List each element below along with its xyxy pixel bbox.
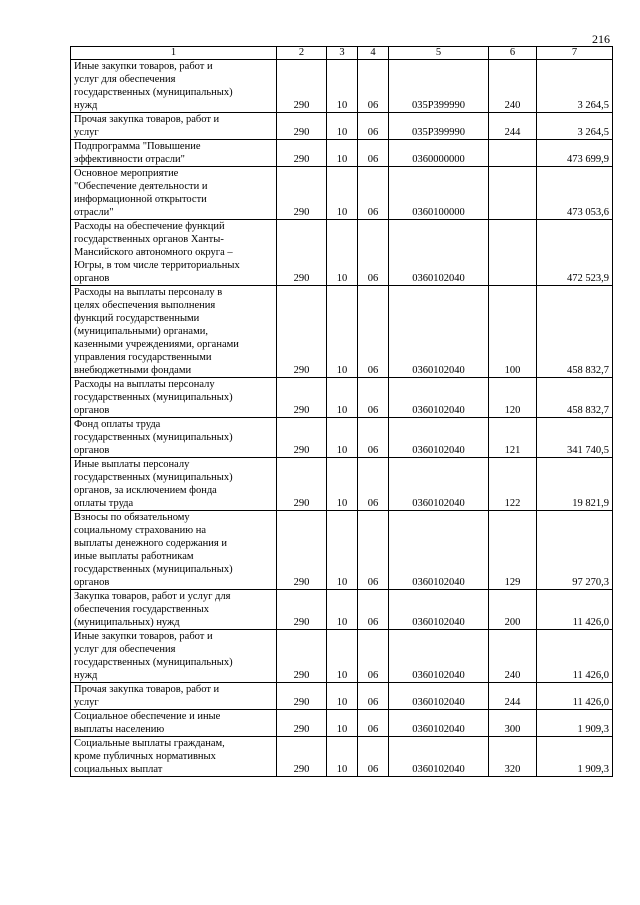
cell-code-6 — [489, 590, 537, 630]
cell-code-5 — [389, 630, 489, 683]
row-name-cell-text: Взносы по обязательному социальному страхованию на выплаты денежного содержания и иные выплаты работникам государственных (муниципальных) органов — [74, 512, 233, 588]
cell-code-3 — [327, 683, 358, 710]
cell-code-4-text: 06 — [367, 697, 379, 708]
cell-code-5 — [389, 590, 489, 630]
cell-code-3-text: 10 — [336, 724, 348, 735]
cell-code-6-text: 240 — [504, 100, 521, 111]
cell-amount — [537, 167, 613, 220]
cell-code-6 — [489, 418, 537, 458]
cell-amount — [537, 630, 613, 683]
cell-code-2-text: 290 — [293, 724, 310, 735]
cell-code-2 — [277, 737, 327, 777]
cell-code-5-text: 0360102040 — [412, 365, 465, 376]
table-body — [71, 60, 613, 777]
cell-code-6 — [489, 220, 537, 286]
cell-code-3-text: 10 — [336, 498, 348, 509]
row-name-cell — [71, 167, 277, 220]
cell-code-2 — [277, 60, 327, 113]
cell-code-4-text: 06 — [367, 617, 379, 628]
header-row — [71, 47, 613, 60]
cell-amount — [537, 60, 613, 113]
cell-code-4-text: 06 — [367, 207, 379, 218]
cell-amount-text: 19 821,9 — [572, 498, 609, 509]
table-row — [71, 710, 613, 737]
row-name-cell-text: Закупка товаров, работ и услуг для обеспечения государственных (муниципальных) нужд — [74, 591, 231, 628]
cell-code-3-text: 10 — [336, 577, 348, 588]
cell-code-2 — [277, 378, 327, 418]
cell-code-3 — [327, 220, 358, 286]
row-name-cell — [71, 590, 277, 630]
cell-code-6 — [489, 511, 537, 590]
cell-code-3-text: 10 — [336, 207, 348, 218]
cell-code-6-text: 121 — [504, 445, 521, 456]
table-row — [71, 683, 613, 710]
cell-code-2-text: 290 — [293, 577, 310, 588]
cell-code-3 — [327, 167, 358, 220]
cell-code-3-text: 10 — [336, 617, 348, 628]
row-name-cell — [71, 683, 277, 710]
cell-code-5-text: 0360102040 — [412, 617, 465, 628]
cell-code-4 — [358, 683, 389, 710]
row-name-cell — [71, 286, 277, 378]
cell-code-4-text: 06 — [367, 445, 379, 456]
cell-amount-text: 11 426,0 — [572, 617, 609, 628]
cell-code-4-text: 06 — [367, 498, 379, 509]
cell-code-6 — [489, 710, 537, 737]
column-header: 6 — [489, 47, 537, 60]
cell-amount-text: 3 264,5 — [577, 127, 609, 138]
cell-code-2-text: 290 — [293, 617, 310, 628]
cell-code-2-text: 290 — [293, 273, 310, 284]
cell-code-2-text: 290 — [293, 498, 310, 509]
cell-code-3-text: 10 — [336, 127, 348, 138]
cell-amount — [537, 458, 613, 511]
row-name-cell — [71, 630, 277, 683]
cell-code-4-text: 06 — [367, 365, 379, 376]
cell-code-3-text: 10 — [336, 697, 348, 708]
cell-code-2 — [277, 167, 327, 220]
cell-code-3-text: 10 — [336, 670, 348, 681]
cell-code-6-text: 100 — [504, 365, 521, 376]
table-row — [71, 167, 613, 220]
cell-code-6-text: 129 — [504, 577, 521, 588]
row-name-cell-text: Расходы на обеспечение функций государственных органов Ханты- Мансийского автономного округа – Югры, в том числе территориальных органов — [74, 221, 240, 284]
cell-code-6-text: 240 — [504, 670, 521, 681]
cell-code-4-text: 06 — [367, 577, 379, 588]
cell-code-5-text: 0360100000 — [412, 207, 465, 218]
cell-code-2-text: 290 — [293, 697, 310, 708]
row-name-cell-text: Социальные выплаты гражданам, кроме публичных нормативных социальных выплат — [74, 738, 225, 775]
cell-code-3 — [327, 140, 358, 167]
cell-code-5-text: 0360102040 — [412, 498, 465, 509]
cell-code-5-text: 035P399990 — [411, 100, 466, 111]
cell-code-3 — [327, 418, 358, 458]
cell-code-5 — [389, 167, 489, 220]
row-name-cell-text: Прочая закупка товаров, работ и услуг — [74, 684, 220, 708]
cell-code-2-text: 290 — [293, 365, 310, 376]
cell-code-2 — [277, 590, 327, 630]
cell-code-6 — [489, 167, 537, 220]
row-name-cell — [71, 60, 277, 113]
table-row — [71, 737, 613, 777]
cell-code-6-text: 120 — [504, 405, 521, 416]
cell-code-5 — [389, 683, 489, 710]
cell-code-4 — [358, 590, 389, 630]
row-name-cell-text: Фонд оплаты труда государственных (муниципальных) органов — [74, 419, 233, 456]
cell-code-6 — [489, 737, 537, 777]
cell-code-4 — [358, 60, 389, 113]
cell-code-6 — [489, 378, 537, 418]
cell-code-2 — [277, 511, 327, 590]
cell-code-4 — [358, 167, 389, 220]
cell-amount — [537, 710, 613, 737]
cell-code-6-text: 122 — [504, 498, 521, 509]
cell-code-6 — [489, 683, 537, 710]
cell-code-5-text: 035P399990 — [411, 127, 466, 138]
cell-code-6-text: 200 — [504, 617, 521, 628]
table-row — [71, 220, 613, 286]
cell-amount-text: 458 832,7 — [567, 365, 609, 376]
cell-amount-text: 97 270,3 — [572, 577, 609, 588]
cell-code-3 — [327, 458, 358, 511]
cell-code-5-text: 0360102040 — [412, 670, 465, 681]
row-name-cell — [71, 418, 277, 458]
cell-amount-text: 11 426,0 — [572, 697, 609, 708]
table-row — [71, 60, 613, 113]
cell-code-2 — [277, 710, 327, 737]
cell-code-2 — [277, 140, 327, 167]
cell-code-3-text: 10 — [336, 154, 348, 165]
table-row — [71, 140, 613, 167]
cell-code-3 — [327, 710, 358, 737]
cell-code-2-text: 290 — [293, 207, 310, 218]
cell-code-6 — [489, 140, 537, 167]
cell-code-5 — [389, 710, 489, 737]
cell-code-2 — [277, 418, 327, 458]
column-header: 1 — [71, 47, 277, 60]
cell-code-3 — [327, 286, 358, 378]
cell-code-6 — [489, 630, 537, 683]
column-header: 5 — [389, 47, 489, 60]
cell-amount — [537, 590, 613, 630]
row-name-cell — [71, 220, 277, 286]
row-name-cell-text: Иные закупки товаров, работ и услуг для обеспечения государственных (муниципальных) нужд — [74, 61, 233, 111]
table-row — [71, 286, 613, 378]
cell-code-5 — [389, 140, 489, 167]
cell-amount-text: 458 832,7 — [567, 405, 609, 416]
cell-code-4-text: 06 — [367, 724, 379, 735]
cell-amount-text: 3 264,5 — [577, 100, 609, 111]
page-number: 216 — [592, 32, 610, 46]
cell-code-6 — [489, 458, 537, 511]
cell-amount-text: 473 053,6 — [567, 207, 609, 218]
cell-code-5 — [389, 458, 489, 511]
cell-code-2 — [277, 630, 327, 683]
cell-code-5-text: 0360102040 — [412, 273, 465, 284]
row-name-cell — [71, 113, 277, 140]
cell-code-4 — [358, 511, 389, 590]
cell-code-6 — [489, 113, 537, 140]
cell-code-4 — [358, 378, 389, 418]
cell-code-3 — [327, 378, 358, 418]
cell-code-4-text: 06 — [367, 405, 379, 416]
cell-code-4 — [358, 220, 389, 286]
cell-code-2-text: 290 — [293, 670, 310, 681]
cell-code-5 — [389, 378, 489, 418]
cell-code-3-text: 10 — [336, 445, 348, 456]
column-header: 7 — [537, 47, 613, 60]
budget-table — [70, 46, 613, 777]
row-name-cell — [71, 458, 277, 511]
cell-code-3 — [327, 60, 358, 113]
cell-amount-text: 11 426,0 — [572, 670, 609, 681]
cell-code-2 — [277, 113, 327, 140]
table-row — [71, 378, 613, 418]
cell-code-4-text: 06 — [367, 127, 379, 138]
cell-code-6-text: 244 — [504, 697, 521, 708]
column-header: 3 — [327, 47, 358, 60]
row-name-cell-text: Иные выплаты персоналу государственных (муниципальных) органов, за исключением фонда оплаты труда — [74, 459, 233, 509]
table-row — [71, 630, 613, 683]
cell-amount — [537, 737, 613, 777]
cell-code-4-text: 06 — [367, 273, 379, 284]
row-name-cell — [71, 737, 277, 777]
cell-code-3 — [327, 113, 358, 140]
cell-code-4-text: 06 — [367, 100, 379, 111]
row-name-cell-text: Расходы на выплаты персоналу государственных (муниципальных) органов — [74, 379, 233, 416]
cell-amount-text: 473 699,9 — [567, 154, 609, 165]
cell-amount — [537, 113, 613, 140]
cell-amount — [537, 511, 613, 590]
cell-amount — [537, 140, 613, 167]
cell-amount-text: 341 740,5 — [567, 445, 609, 456]
cell-code-5 — [389, 418, 489, 458]
cell-code-5 — [389, 286, 489, 378]
cell-code-5 — [389, 737, 489, 777]
cell-code-4-text: 06 — [367, 154, 379, 165]
cell-code-2 — [277, 683, 327, 710]
cell-amount — [537, 378, 613, 418]
cell-code-2 — [277, 458, 327, 511]
cell-code-4 — [358, 737, 389, 777]
table-row — [71, 590, 613, 630]
cell-amount — [537, 683, 613, 710]
cell-code-5 — [389, 60, 489, 113]
cell-code-5-text: 0360000000 — [412, 154, 465, 165]
row-name-cell-text: Расходы на выплаты персоналу в целях обеспечения выполнения функций государственными (муниципальными) органами, казенными учреждениями, органами управления государственными внебюджетными фондами — [74, 287, 239, 376]
cell-code-5-text: 0360102040 — [412, 405, 465, 416]
cell-code-2 — [277, 286, 327, 378]
row-name-cell-text: Иные закупки товаров, работ и услуг для обеспечения государственных (муниципальных) нужд — [74, 631, 233, 681]
cell-code-5 — [389, 220, 489, 286]
cell-code-4 — [358, 286, 389, 378]
cell-code-4 — [358, 140, 389, 167]
cell-code-2 — [277, 220, 327, 286]
cell-code-4-text: 06 — [367, 764, 379, 775]
cell-code-6-text: 300 — [504, 724, 521, 735]
cell-code-3 — [327, 630, 358, 683]
cell-code-2-text: 290 — [293, 445, 310, 456]
cell-code-2-text: 290 — [293, 405, 310, 416]
cell-code-3-text: 10 — [336, 365, 348, 376]
cell-code-6 — [489, 60, 537, 113]
column-header: 4 — [358, 47, 389, 60]
row-name-cell-text: Социальное обеспечение и иные выплаты населению — [74, 711, 221, 735]
cell-code-4 — [358, 113, 389, 140]
cell-code-6-text: 320 — [504, 764, 521, 775]
cell-code-5 — [389, 511, 489, 590]
row-name-cell — [71, 378, 277, 418]
cell-amount — [537, 418, 613, 458]
cell-code-5-text: 0360102040 — [412, 724, 465, 735]
table-row — [71, 511, 613, 590]
cell-amount-text: 1 909,3 — [577, 724, 609, 735]
table-row — [71, 418, 613, 458]
cell-code-4 — [358, 418, 389, 458]
row-name-cell — [71, 710, 277, 737]
row-name-cell — [71, 140, 277, 167]
cell-code-2-text: 290 — [293, 154, 310, 165]
cell-code-3 — [327, 511, 358, 590]
cell-code-3-text: 10 — [336, 764, 348, 775]
cell-code-2-text: 290 — [293, 764, 310, 775]
cell-code-4 — [358, 458, 389, 511]
row-name-cell — [71, 511, 277, 590]
cell-amount — [537, 220, 613, 286]
cell-code-3 — [327, 590, 358, 630]
cell-code-6 — [489, 286, 537, 378]
cell-code-3-text: 10 — [336, 100, 348, 111]
table-row — [71, 113, 613, 140]
row-name-cell-text: Прочая закупка товаров, работ и услуг — [74, 114, 220, 138]
cell-code-5 — [389, 113, 489, 140]
cell-code-3-text: 10 — [336, 273, 348, 284]
table-row — [71, 458, 613, 511]
cell-code-6-text: 244 — [504, 127, 521, 138]
cell-code-5-text: 0360102040 — [412, 577, 465, 588]
column-header: 2 — [277, 47, 327, 60]
row-name-cell-text: Подпрограмма "Повышение эффективности отрасли" — [74, 141, 201, 165]
cell-code-5-text: 0360102040 — [412, 764, 465, 775]
cell-code-5-text: 0360102040 — [412, 697, 465, 708]
cell-amount-text: 1 909,3 — [577, 764, 609, 775]
cell-code-4-text: 06 — [367, 670, 379, 681]
cell-code-2-text: 290 — [293, 100, 310, 111]
cell-amount — [537, 286, 613, 378]
cell-code-4 — [358, 630, 389, 683]
cell-code-5-text: 0360102040 — [412, 445, 465, 456]
cell-code-3 — [327, 737, 358, 777]
row-name-cell-text: Основное мероприятие "Обеспечение деятельности и информационной открытости отрасли" — [74, 168, 208, 218]
cell-code-2-text: 290 — [293, 127, 310, 138]
cell-code-3-text: 10 — [336, 405, 348, 416]
cell-code-4 — [358, 710, 389, 737]
cell-amount-text: 472 523,9 — [567, 273, 609, 284]
